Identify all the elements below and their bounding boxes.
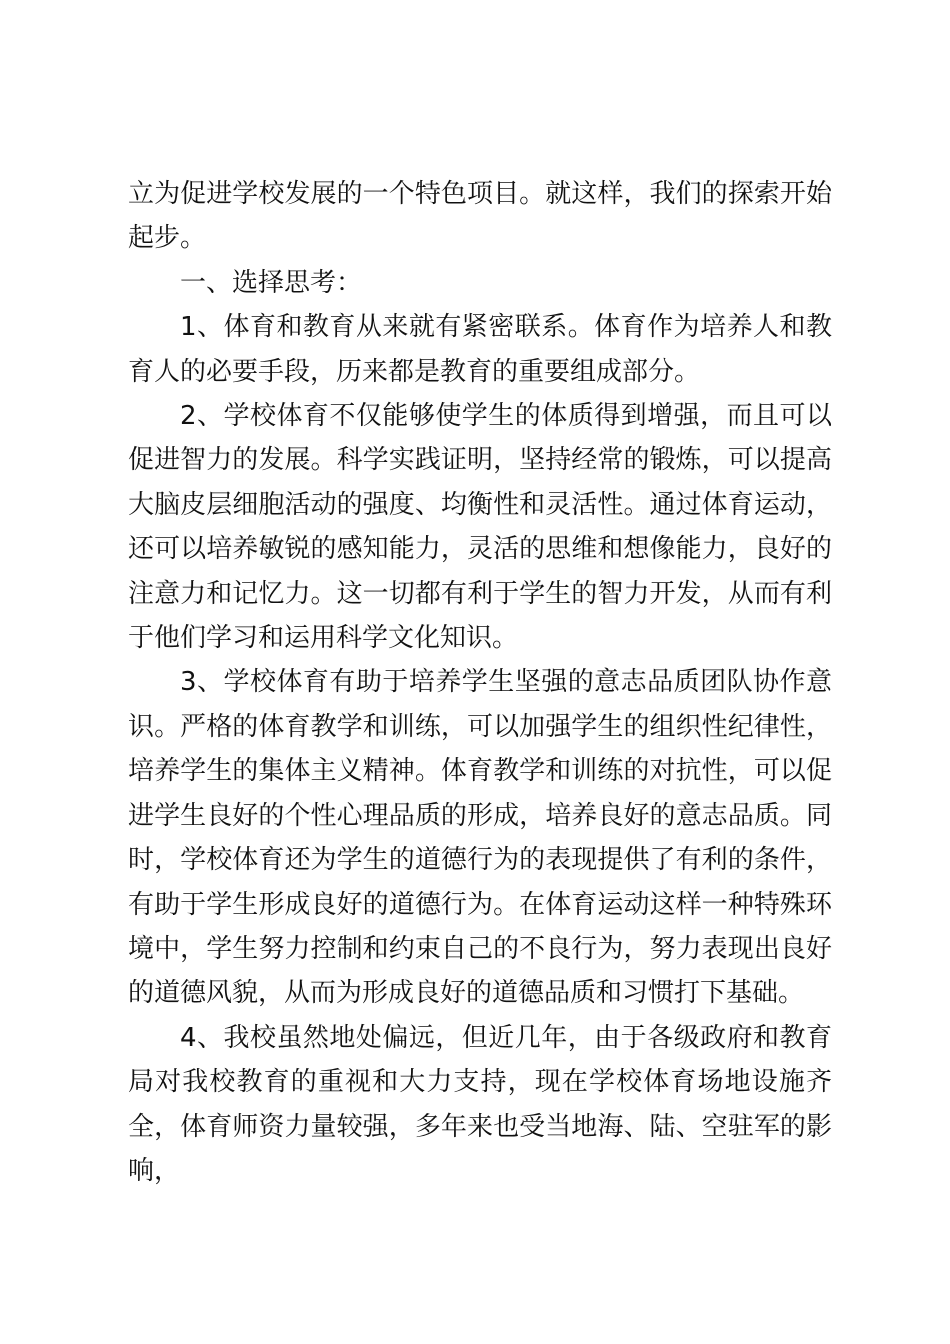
paragraph-point-1: 1、体育和教育从来就有紧密联系。体育作为培养人和教育人的必要手段，历来都是教育的重要组成部分。: [128, 312, 832, 387]
paragraph-continuation: 立为促进学校发展的一个特色项目。就这样，我们的探索开始起步。: [128, 179, 832, 254]
paragraph-point-4: 4、我校虽然地处偏远，但近几年，由于各级政府和教育局对我校教育的重视和大力支持，现在学校体育场地设施齐全，体育师资力量较强，多年来也受当地海、陆、空驻军的影响，: [128, 1022, 832, 1186]
paragraph-point-2: 2、学校体育不仅能够使学生的体质得到增强，而且可以促进智力的发展。科学实践证明，坚持经常的锻炼，可以提高大脑皮层细胞活动的强度、均衡性和灵活性。通过体育运动，还可以培养敏锐的感知能力，灵活的思维和想像能力，良好的注意力和记忆力。这一切都有利于学生的智力开发，从而有利于他们学习和运用科学文化知识。: [128, 401, 832, 654]
document-body: [128, 172, 832, 1193]
paragraph-point-3: 3、学校体育有助于培养学生坚强的意志品质团队协作意识。严格的体育教学和训练，可以加强学生的组织性纪律性，培养学生的集体主义精神。体育教学和训练的对抗性，可以促进学生良好的个性心理品质的形成，培养良好的意志品质。同时，学校体育还为学生的道德行为的表现提供了有利的条件，有助于学生形成良好的道德行为。在体育运动这样一种特殊环境中，学生努力控制和约束自己的不良行为，努力表现出良好的道德风貌，从而为形成良好的道德品质和习惯打下基础。: [128, 667, 832, 1009]
section-heading-selection-thinking: 一、选择思考：: [180, 267, 363, 298]
